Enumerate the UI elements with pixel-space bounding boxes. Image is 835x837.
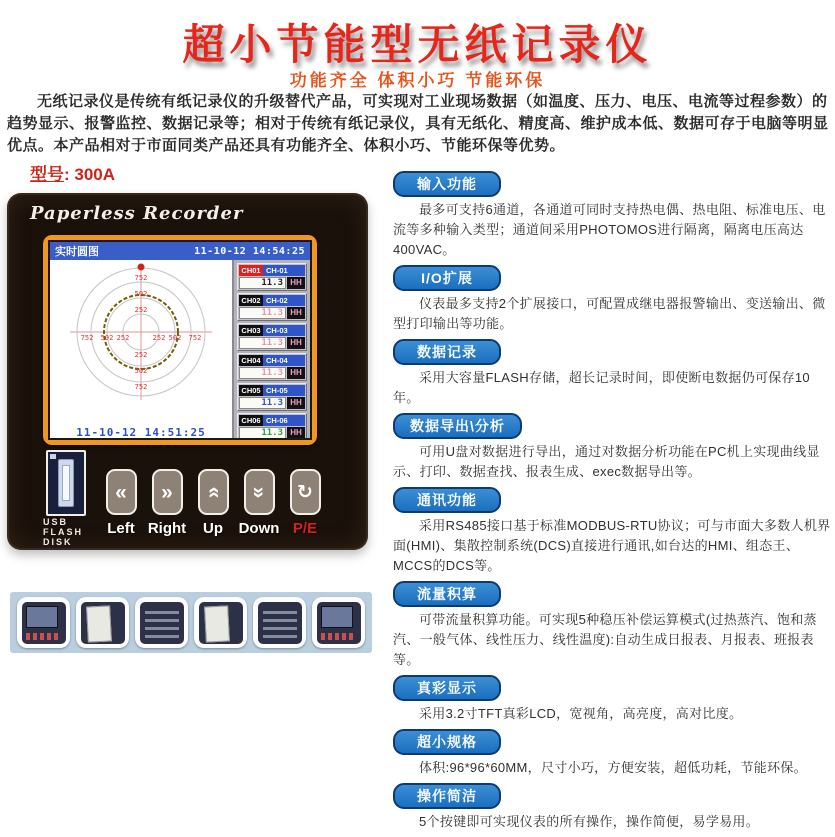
usb-port-photo (46, 450, 86, 516)
channel-list (232, 260, 310, 440)
channel-name: CH-04 (263, 355, 305, 366)
thumb-screen (321, 606, 353, 628)
down-arrows-icon: » (247, 486, 271, 498)
section-body-communication: 采用RS485接口基于标准MODBUS-RTU协议；可与市面大多数人机界面(HMI)、集散控制系统(DCS)直接进行通讯,如台达的HMI、组态王、MCCS的DCS等。 (393, 518, 831, 573)
section-body-compact-size: 体积:96*96*60MM，尺寸小巧，方便安装，超低功耗，节能环保。 (419, 760, 807, 775)
key-label-down: Down (238, 520, 280, 537)
section-header-flow-calculation: 流量积算 (393, 581, 501, 607)
section-header-communication: 通讯功能 (393, 487, 501, 513)
intro-paragraph: 无纸记录仪是传统有纸记录仪的升级替代产品，可实现对工业现场数据（如温度、压力、电压、电流等过程参数）的趋势显示、报警监控、数据记录等；相对于传统有纸记录仪，具有无纸化、精度高、维护成本低、数据可存于电脑等明显优点。本产品相对于市面同类产品还具有功能齐全、体积小巧、节能环保等优势。 (7, 93, 829, 154)
usb-connector (58, 459, 74, 507)
product-photo-rear-keypad (253, 597, 306, 648)
key-up (195, 469, 231, 537)
channel-name: CH-01 (263, 265, 305, 276)
section-header-easy-operation: 操作简洁 (393, 783, 501, 809)
channel-panel (237, 383, 307, 411)
thumb-keys (26, 633, 60, 640)
thumb-screen (26, 606, 58, 628)
product-photo-front (312, 597, 365, 648)
loop-arrow-icon: ↻ (297, 481, 313, 503)
tick-label: 252 (134, 306, 148, 314)
recorder-device-photo (7, 193, 368, 550)
thumb-terminals (263, 608, 297, 638)
section-body-easy-operation: 5个按键即可实现仪表的所有操作，操作简便，易学易用。 (419, 814, 760, 829)
channel-panel (237, 323, 307, 351)
channel-value: 11.3 (239, 367, 286, 379)
thumb-label (204, 605, 230, 642)
page-title: 超小节能型无纸记录仪 (182, 21, 653, 68)
channel-tag: CH01 (239, 265, 263, 276)
device-screen (48, 240, 312, 440)
channel-value: 11.3 (239, 397, 286, 409)
screen-footer-time: 11-10-12 14:51:25 (76, 426, 206, 439)
channel-name: CH-06 (263, 415, 305, 426)
page-subtitle: 功能齐全 体积小巧 节能环保 (289, 71, 546, 90)
tick-label: 252 (134, 351, 148, 359)
tick-label: 502 (100, 334, 114, 342)
channel-panel (237, 263, 307, 291)
channel-value: 11.3 (239, 307, 286, 319)
channel-tag: CH03 (239, 325, 263, 336)
device-screen-frame (43, 235, 317, 445)
channel-panel (237, 413, 307, 440)
usb-flash-disk-label: USB FLASH DISK (43, 517, 83, 547)
tick-label: 752 (134, 383, 148, 391)
section-header-data-record: 数据记录 (393, 339, 501, 365)
key-left (103, 469, 139, 537)
channel-alarm-badge: HH (287, 307, 305, 319)
screen-titlebar (50, 242, 310, 260)
key-down (238, 469, 280, 537)
section-header-input: 输入功能 (393, 171, 501, 197)
circular-trend-chart (50, 260, 232, 418)
section-body-color-display: 采用3.2寸TFT真彩LCD，宽视角，高亮度，高对比度。 (419, 706, 743, 721)
channel-alarm-badge: HH (287, 337, 305, 349)
channel-alarm-badge: HH (287, 427, 305, 439)
section-header-color-display: 真彩显示 (393, 675, 501, 701)
tick-label: 752 (188, 334, 202, 342)
section-header-compact-size: 超小规格 (393, 729, 501, 755)
channel-value: 11.3 (239, 427, 286, 439)
channel-value: 11.3 (239, 337, 286, 349)
tick-label: 502 (168, 334, 182, 342)
thumb-terminals (145, 608, 179, 638)
feature-list (393, 171, 831, 837)
front-key-panel (103, 469, 323, 537)
key-label-left: Left (107, 520, 135, 537)
channel-tag: CH02 (239, 295, 263, 306)
product-photo-rear-keypad (135, 597, 188, 648)
thumb-label (86, 605, 112, 642)
channel-alarm-badge: HH (287, 277, 305, 289)
model-number (30, 160, 115, 185)
circular-chart-area (50, 260, 232, 440)
channel-panel (237, 293, 307, 321)
product-photo-strip (10, 592, 372, 653)
channel-alarm-badge: HH (287, 367, 305, 379)
channel-name: CH-05 (263, 385, 305, 396)
channel-alarm-badge: HH (287, 397, 305, 409)
key-label-pe: P/E (292, 520, 318, 537)
screen-header-time: 11-10-12 14:54:25 (194, 245, 305, 257)
usb-slot (62, 465, 70, 501)
key-label-right: Right (147, 520, 187, 537)
channel-value: 11.3 (239, 277, 286, 289)
usb-chip-detail (50, 454, 56, 459)
product-photo-front (17, 597, 70, 648)
section-body-io-expansion: 仪表最多支持2个扩展接口，可配置成继电器报警输出、变送输出、微型打印输出等功能。 (393, 296, 826, 331)
channel-name: CH-02 (263, 295, 305, 306)
channel-tag: CH06 (239, 415, 263, 426)
thumb-keys (321, 633, 355, 640)
section-body-data-record: 采用大容量FLASH存储，超长记录时间，即使断电数据仍可保存10年。 (393, 370, 810, 405)
section-header-io-expansion: I/O扩展 (393, 265, 501, 291)
key-page-enter (287, 469, 323, 537)
tick-label: 252 (152, 334, 166, 342)
pen-position-marker (138, 264, 145, 271)
tick-label: 752 (134, 274, 148, 282)
section-body-flow-calculation: 可带流量积算功能。可实现5种稳压补偿运算模式(过热蒸汽、饱和蒸汽、一般气体、线性压力、线性温度):自动生成日报表、月报表、班报表等。 (393, 612, 817, 667)
channel-tag: CH04 (239, 355, 263, 366)
key-label-up: Up (203, 520, 223, 537)
tick-label: 752 (80, 334, 94, 342)
tick-label: 502 (134, 290, 148, 298)
section-body-input: 最多可支持6通道，各通道可同时支持热电偶、热电阻、标准电压、电流等多种输入类型；通道间采用PHOTOMOS进行隔离，隔离电压高达400VAC。 (393, 202, 826, 257)
screen-view-title: 实时圆图 (55, 246, 99, 258)
section-header-data-export: 数据导出\分析 (393, 413, 522, 439)
channel-panel (237, 353, 307, 381)
tick-label: 252 (116, 334, 130, 342)
channel-name: CH-03 (263, 325, 305, 336)
right-arrows-icon: » (161, 480, 173, 504)
model-label: 型号 (30, 165, 64, 184)
section-body-data-export: 可用U盘对数据进行导出，通过对数据分析功能在PC机上实现曲线显示、打印、数据查找、报表生成、exec数据导出等。 (393, 444, 820, 479)
channel-tag: CH05 (239, 385, 263, 396)
tick-label: 502 (134, 367, 148, 375)
product-photo-side-label (194, 597, 247, 648)
device-brand-text: Paperless Recorder (30, 203, 244, 224)
up-arrows-icon: » (201, 486, 225, 498)
left-arrows-icon: « (115, 480, 127, 504)
model-value: : 300A (64, 165, 116, 184)
product-photo-side-label (76, 597, 129, 648)
key-right (149, 469, 185, 537)
